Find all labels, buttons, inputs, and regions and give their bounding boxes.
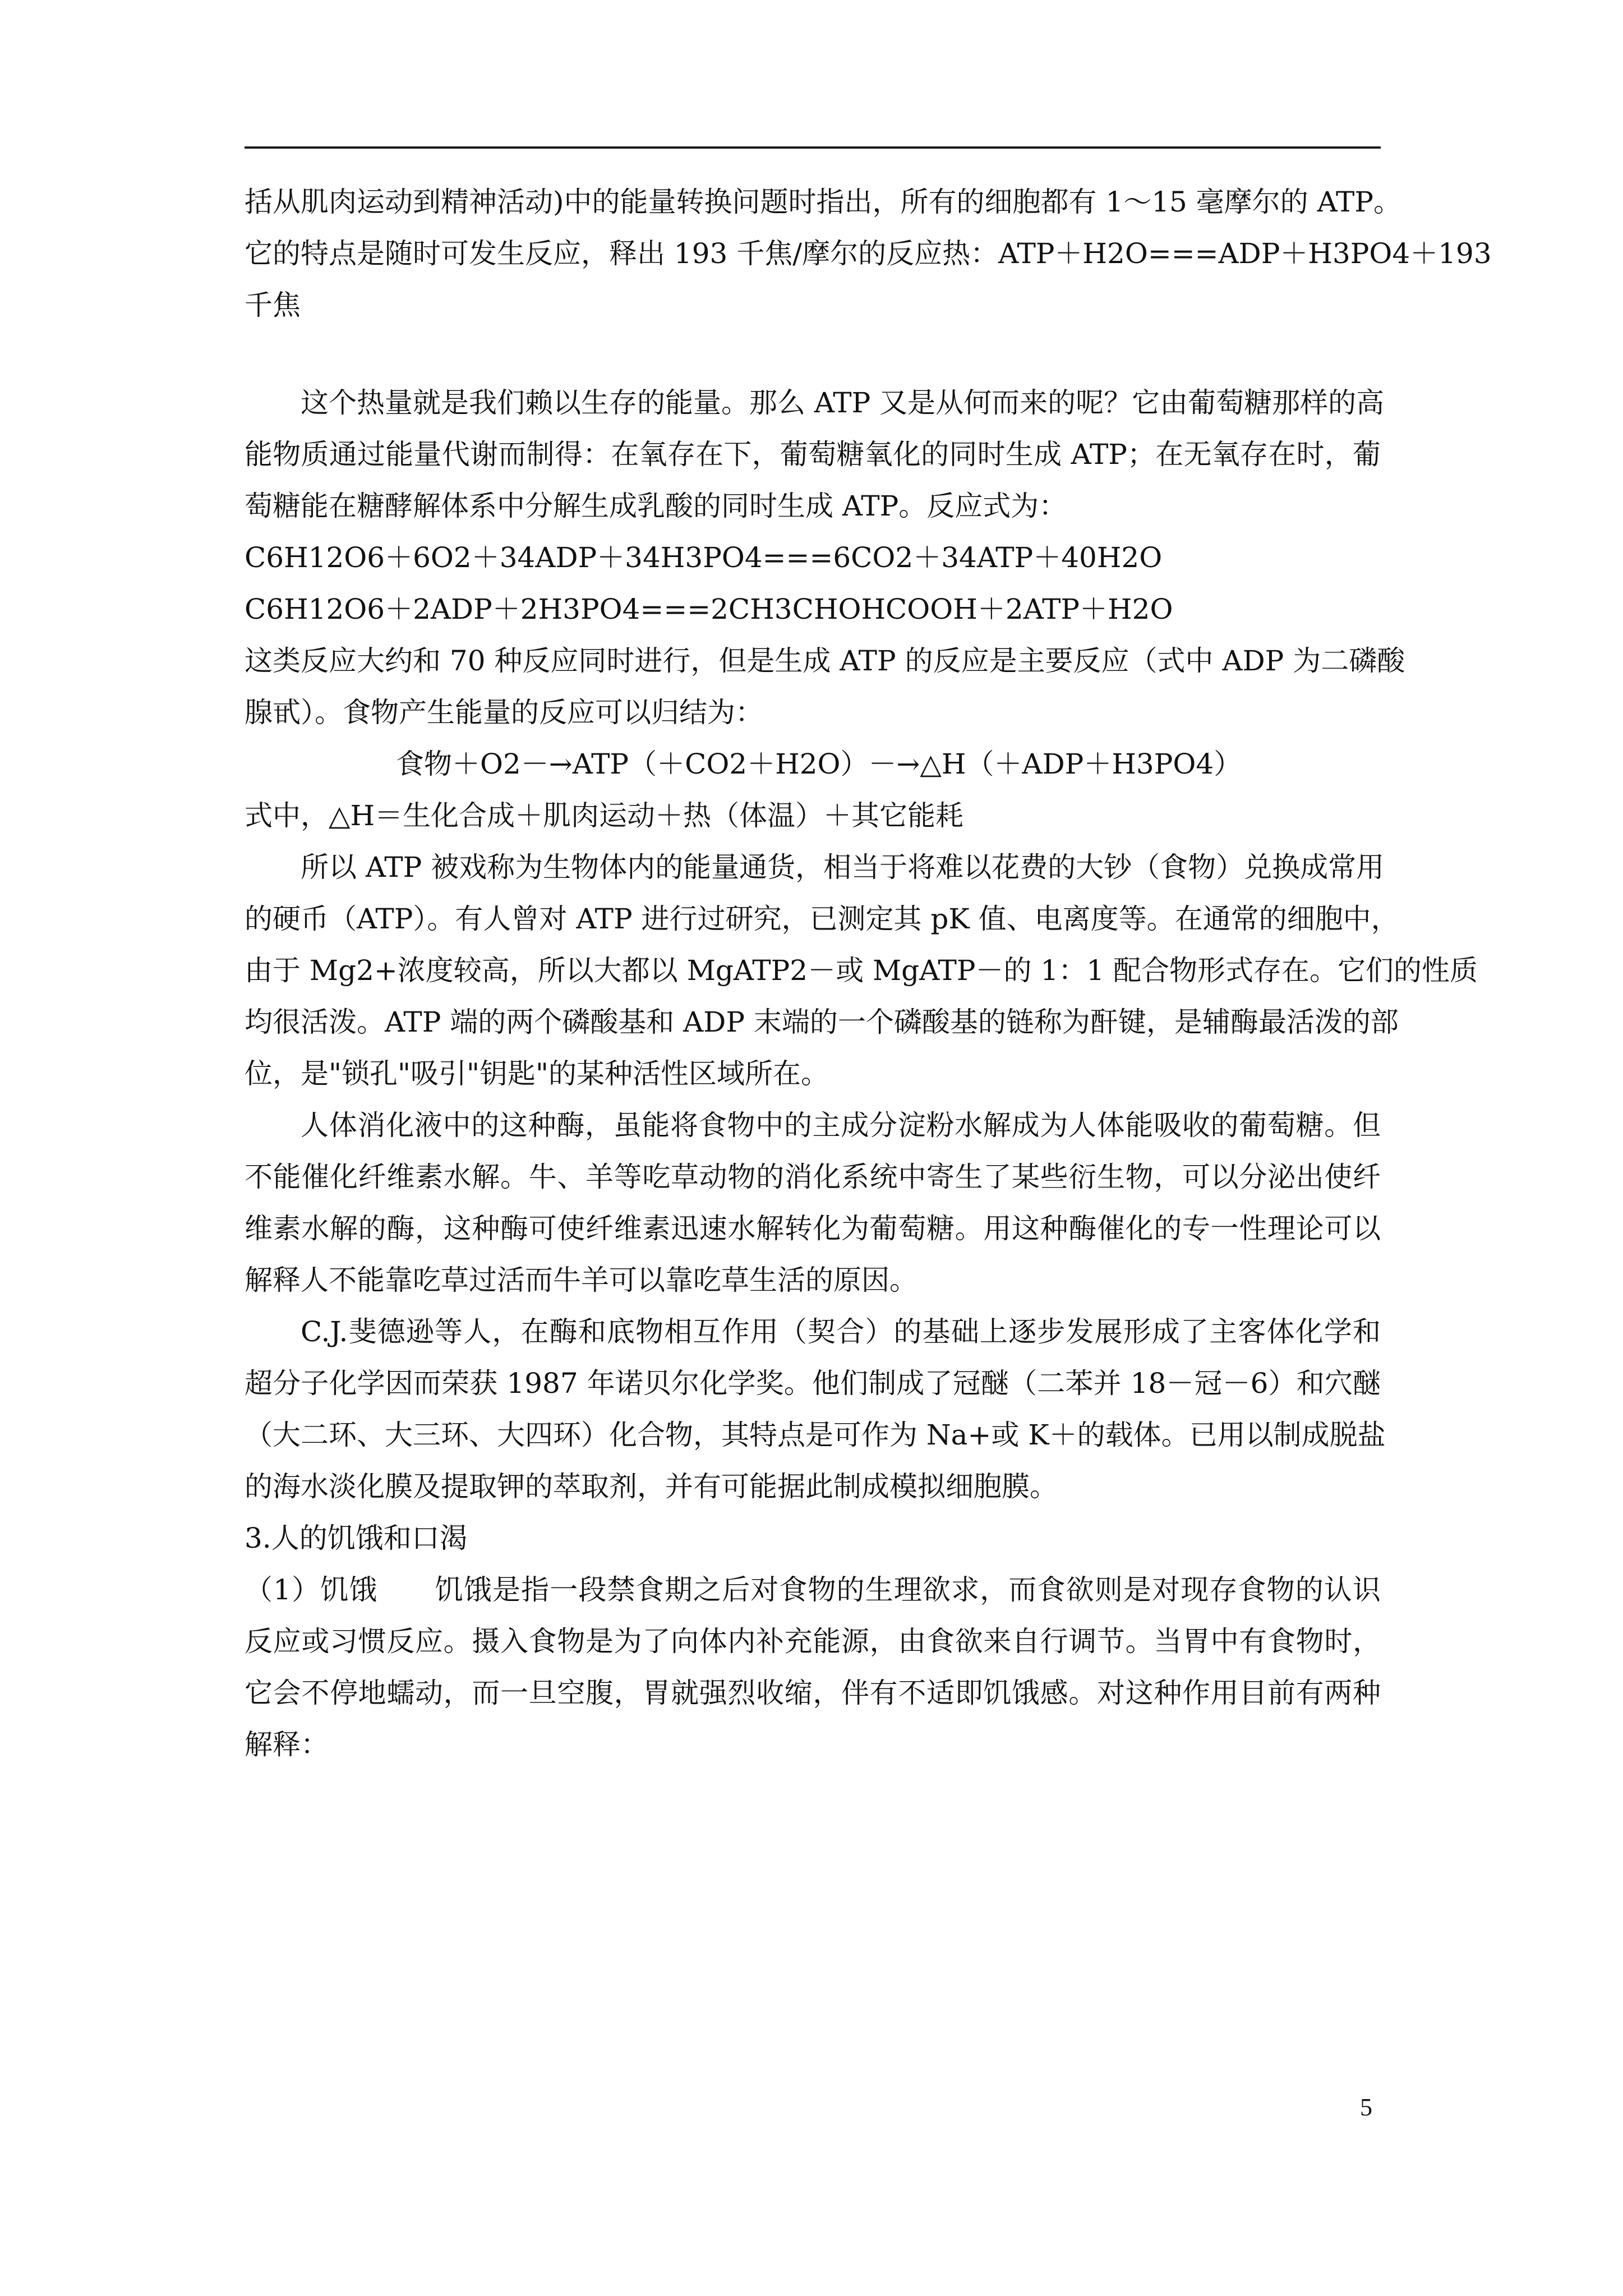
text-line: 的海水淡化膜及提取钾的萃取剂，并有可能据此制成模拟细胞膜。	[245, 1470, 1058, 1503]
page-number: 5	[1360, 2093, 1372, 2121]
equation-line: 食物＋O2－→ATP（＋CO2＋H2O）－→△H（＋ADP＋H3PO4）	[396, 748, 1242, 780]
text-line: （1）饥饿 饥饿是指一段禁食期之后对食物的生理欲求，而食欲则是对现存食物的认识	[245, 1573, 1381, 1606]
text-line: 千焦	[245, 289, 301, 321]
text-line: 人体消化液中的这种酶，虽能将食物中的主成分淀粉水解成为人体能吸收的葡萄糖。但	[301, 1109, 1381, 1142]
text-line: （大二环、大三环、大四环）化合物，其特点是可作为 Na+或 K＋的载体。已用以制成脱盐	[245, 1419, 1386, 1451]
text-line: 括从肌肉运动到精神活动)中的能量转换问题时指出，所有的细胞都有 1～15 毫摩尔的 ATP。	[245, 186, 1401, 218]
text-line: 式中，△H＝生化合成＋肌肉运动＋热（体温）＋其它能耗	[245, 799, 964, 832]
text-line: 所以 ATP 被戏称为生物体内的能量通货，相当于将难以花费的大钞（食物）兑换成常用	[301, 851, 1385, 884]
text-line: 这个热量就是我们赖以生存的能量。那么 ATP 又是从何而来的呢？它由葡萄糖那样的高	[301, 386, 1385, 419]
text-line: 能物质通过能量代谢而制得：在氧存在下，葡萄糖氧化的同时生成 ATP；在无氧存在时，葡	[245, 438, 1381, 471]
text-line: 维素水解的酶，这种酶可使纤维素迅速水解转化为葡萄糖。用这种酶催化的专一性理论可以	[245, 1212, 1381, 1245]
section-heading: 3.人的饥饿和口渴	[245, 1522, 468, 1554]
text-line: C.J.斐德逊等人，在酶和底物相互作用（契合）的基础上逐步发展形成了主客体化学和	[301, 1315, 1381, 1348]
equation-line: C6H12O6＋6O2＋34ADP＋34H3PO4===6CO2＋34ATP＋40H2O	[245, 541, 1163, 574]
text-line: 由于 Mg2+浓度较高，所以大都以 MgATP2－或 MgATP－的 1：1 配合物形式存在。它们的性质	[245, 954, 1478, 987]
text-line: 它的特点是随时可发生反应，释出 193 千焦/摩尔的反应热：ATP＋H2O===ADP＋H3PO4＋193	[245, 237, 1492, 270]
equation-line: C6H12O6＋2ADP＋2H3PO4===2CH3CHOHCOOH＋2ATP＋H2O	[245, 593, 1173, 625]
text-line: 解释：	[245, 1728, 329, 1761]
text-line: 均很活泼。ATP 端的两个磷酸基和 ADP 末端的一个磷酸基的链称为酐键，是辅酶最活泼的部	[245, 1006, 1399, 1038]
text-line: 解释人不能靠吃草过活而牛羊可以靠吃草生活的原因。	[245, 1264, 917, 1296]
text-line: 超分子化学因而荣获 1987 年诺贝尔化学奖。他们制成了冠醚（二苯并 18－冠－6）和穴醚	[245, 1367, 1381, 1400]
text-line: 位，是"锁孔"吸引"钥匙"的某种活性区域所在。	[245, 1057, 829, 1090]
text-line: 它会不停地蠕动，而一旦空腹，胃就强烈收缩，伴有不适即饥饿感。对这种作用目前有两种	[245, 1677, 1381, 1709]
text-line: 不能催化纤维素水解。牛、羊等吃草动物的消化系统中寄生了某些衍生物，可以分泌出使纤	[245, 1161, 1381, 1193]
text-line: 萄糖能在糖酵解体系中分解生成乳酸的同时生成 ATP。反应式为：	[245, 490, 1067, 522]
header-rule	[245, 146, 1381, 149]
text-line: 的硬币（ATP）。有人曾对 ATP 进行过研究，已测定其 pK 值、电离度等。在通常的细胞中，	[245, 903, 1399, 935]
text-line: 反应或习惯反应。摄入食物是为了向体内补充能源，由食欲来自行调节。当胃中有食物时，	[245, 1625, 1381, 1658]
text-line: 这类反应大约和 70 种反应同时进行，但是生成 ATP 的反应是主要反应（式中 ADP 为二磷酸	[245, 645, 1405, 677]
text-line: 腺甙）。食物产生能量的反应可以归结为：	[245, 696, 763, 729]
